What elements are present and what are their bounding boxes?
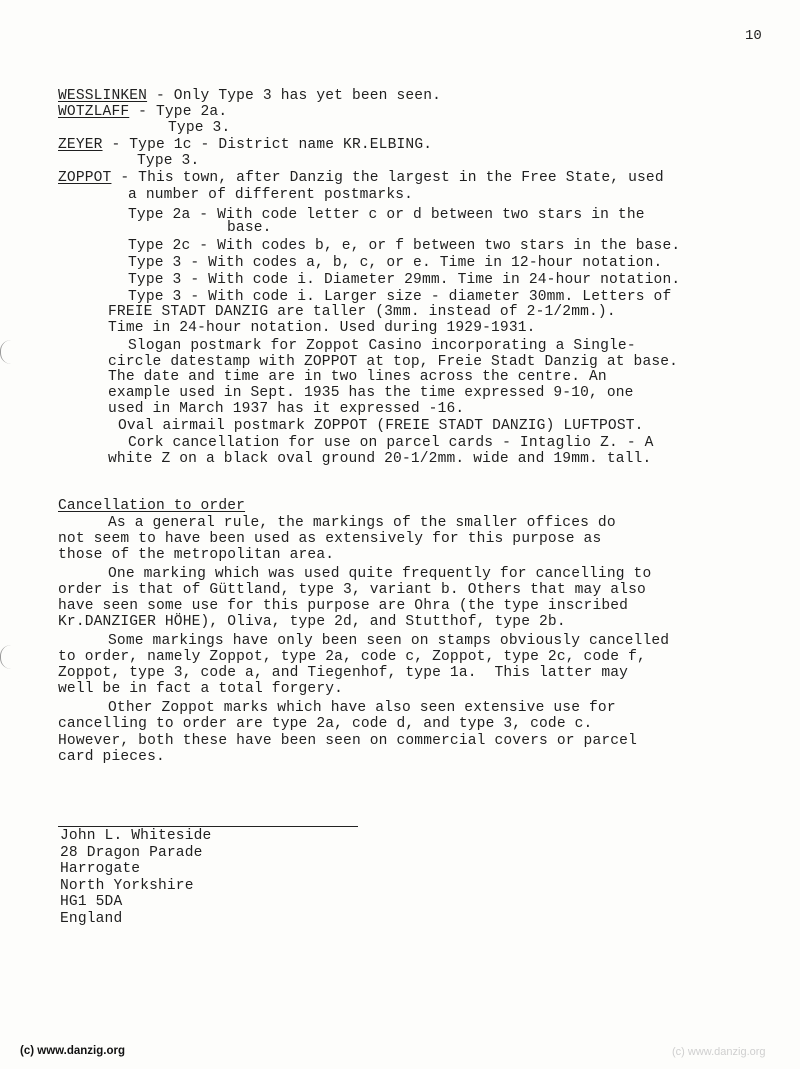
- signature-line: North Yorkshire: [60, 878, 194, 894]
- entry-zeyer: [58, 137, 432, 153]
- paragraph-line: not seem to have been used as extensively for this purpose as: [58, 531, 602, 547]
- town-name-wotzlaff: WOTZLAFF: [58, 104, 130, 120]
- paragraph-line: Kr.DANZIGER HÖHE), Oliva, type 2d, and Stutthof, type 2b.: [58, 614, 566, 630]
- paragraph-line: Zoppot, type 3, code a, and Tiegenhof, type 1a. This latter may: [58, 665, 629, 681]
- zoppot-line: Time in 24-hour notation. Used during 1929-1931.: [108, 320, 536, 336]
- signature-line: HG1 5DA: [60, 894, 123, 910]
- town-name-zeyer: ZEYER: [58, 137, 103, 153]
- zoppot-line: Type 2c - With codes b, e, or f between two stars in the base.: [128, 238, 681, 254]
- paragraph-line: However, both these have been seen on commercial covers or parcel: [58, 733, 637, 749]
- footer-copyright: (c) www.danzig.org: [20, 1045, 125, 1057]
- town-name-zoppot: ZOPPOT: [58, 170, 112, 186]
- paragraph-line: As a general rule, the markings of the smaller offices do: [108, 515, 616, 531]
- paragraph-line: have seen some use for this purpose are Ohra (the type inscribed: [58, 598, 629, 614]
- footer-watermark: (c) www.danzig.org: [672, 1046, 766, 1058]
- zoppot-line: used in March 1937 has it expressed -16.: [108, 401, 465, 417]
- entry-zoppot: [58, 170, 664, 186]
- signature-rule: [58, 826, 358, 827]
- entry-wotzlaff: [58, 104, 227, 120]
- paragraph-line: Some markings have only been seen on stamps obviously cancelled: [108, 633, 670, 649]
- paragraph-line: One marking which was used quite frequently for cancelling to: [108, 566, 652, 582]
- signature-line: England: [60, 911, 123, 927]
- town-name-wesslinken: WESSLINKEN: [58, 88, 148, 104]
- margin-mark-bottom: [0, 645, 11, 669]
- entry-text: - This town, after Danzig the largest in the Free State, used: [111, 170, 664, 186]
- paragraph-line: to order, namely Zoppot, type 2a, code c, Zoppot, type 2c, code f,: [58, 649, 646, 665]
- zoppot-line: Type 3 - With code i. Larger size - diameter 30mm. Letters of: [128, 289, 672, 305]
- margin-mark-top: [0, 340, 11, 364]
- paragraph-line: card pieces.: [58, 749, 165, 765]
- entry-text: - Only Type 3 has yet been seen.: [147, 88, 442, 104]
- signature-line: 28 Dragon Parade: [60, 845, 203, 861]
- zoppot-line: Oval airmail postmark ZOPPOT (FREIE STADT DANZIG) LUFTPOST.: [118, 418, 644, 434]
- zoppot-line: Slogan postmark for Zoppot Casino incorporating a Single-: [128, 338, 636, 354]
- zoppot-line: circle datestamp with ZOPPOT at top, Freie Stadt Danzig at base.: [108, 354, 679, 370]
- entry-text: - Type 1c - District name KR.ELBING.: [102, 137, 433, 153]
- zoppot-line: Type 3 - With codes a, b, c, or e. Time in 12-hour notation.: [128, 255, 663, 271]
- entry-line: Type 3.: [168, 120, 231, 136]
- zoppot-line: Type 3 - With code i. Diameter 29mm. Time in 24-hour notation.: [128, 272, 681, 288]
- paragraph-line: those of the metropolitan area.: [58, 547, 335, 563]
- entry-line: Type 3.: [137, 153, 200, 169]
- paragraph-line: Other Zoppot marks which have also seen extensive use for: [108, 700, 616, 716]
- zoppot-line: Cork cancellation for use on parcel cards - Intaglio Z. - A: [128, 435, 654, 451]
- zoppot-line: white Z on a black oval ground 20-1/2mm. wide and 19mm. tall.: [108, 451, 652, 467]
- zoppot-line: base.: [227, 220, 272, 236]
- zoppot-line: FREIE STADT DANZIG are taller (3mm. instead of 2-1/2mm.).: [108, 304, 616, 320]
- zoppot-line: Type 2a - With code letter c or d between two stars in the: [128, 207, 645, 223]
- entry-wesslinken: [58, 88, 441, 104]
- entry-text: - Type 2a.: [129, 104, 228, 120]
- zoppot-line: a number of different postmarks.: [128, 187, 414, 203]
- signature-line: Harrogate: [60, 861, 141, 877]
- section-heading: Cancellation to order: [58, 498, 246, 514]
- paragraph-line: order is that of Güttland, type 3, variant b. Others that may also: [58, 582, 646, 598]
- zoppot-line: example used in Sept. 1935 has the time expressed 9-10, one: [108, 385, 634, 401]
- paragraph-line: cancelling to order are type 2a, code d, and type 3, code c.: [58, 716, 593, 732]
- paragraph-line: well be in fact a total forgery.: [58, 681, 344, 697]
- signature-line: John L. Whiteside: [60, 828, 212, 844]
- zoppot-line: The date and time are in two lines across the centre. An: [108, 369, 607, 385]
- page-number: 10: [745, 28, 762, 44]
